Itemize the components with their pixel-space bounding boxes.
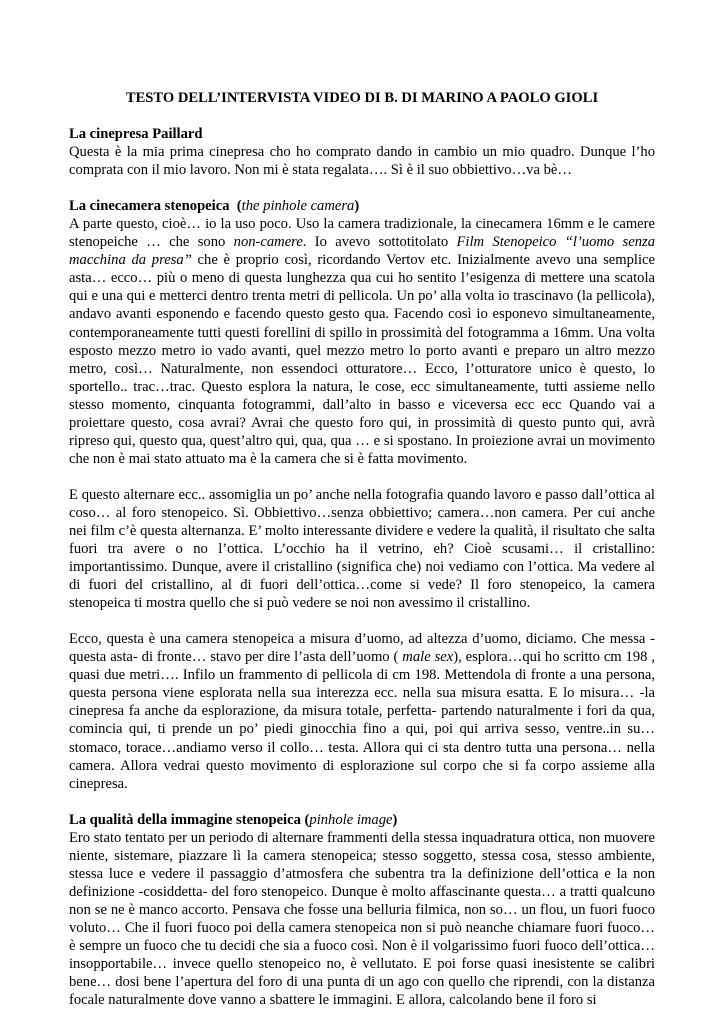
section-pinhole-camera: [69, 197, 655, 792]
text-run: che è proprio così, ricordando Vertov etc. Inizialmente avevo una semplice asta… ecco… più o meno di questa lunghezza qua cui ho sentito l’esigenza di mettere una scatola qui e una qui e metterci dentro trenta metri di pellicola. Un po’ alla volta io trascinavo (la pellicola), andavo avanti esponendo e facendo questo gesto qua. Facendo così io esponevo simultaneamente, contemporaneamente tutti questi forellini di spillo in prossimità del fotogramma a 16mm. Una volta esposto mezzo metro io vado avanti, quel mezzo metro lo porto avanti e preparo un altro mezzo metro, così… Naturalmente, non essendoci otturatore… Ecco, l’otturatore unico è questo, lo sportello.. trac…trac. Questo esplora la natura, le cose, ecc simultaneamente, tutti assieme nello stesso momento, cinquanta fotogrammi, dall’alto in basso e viceversa ecc ecc Quando vai a proiettare questo, cosa avrai? Avrai che questo foro qui, in prossimità di questo punto qui, avrà ripreso qui, questo qua, quest’altro qui, qua, qua … e si spostano. In proiezione avrai un movimento che non è mai stato attuato ma è la camera che si è fatta movimento.: [69, 252, 655, 467]
paragraph-gap: [69, 468, 655, 486]
section-heading-paillard: La cinepresa Paillard: [69, 126, 203, 143]
section-pinhole-image: [69, 811, 655, 1010]
heading-text: La cinecamera stenopeica: [69, 198, 230, 215]
text-run: A parte questo, cioè… io la uso poco. Uso la camera tradizionale, la cinecamera 16mm e le camere stenopeiche … che sono: [69, 216, 655, 251]
paragraph-pinhole-1: [69, 215, 655, 468]
italic-run: male sex: [402, 649, 454, 666]
document-title: TESTO DELL’INTERVISTA VIDEO DI B. DI MARINO A PAOLO GIOLI: [125, 90, 599, 106]
heading-subtitle: pinhole image: [309, 811, 393, 828]
text-run: Ecco, questa è una camera stenopeica a misura d’uomo, ad altezza d’uomo, diciamo. Che messa - questa asta- di fronte… stavo per dire l’asta dell’uomo (: [69, 631, 655, 666]
paragraph-pinhole-2: E questo alternare ecc.. assomiglia un po’ anche nella fotografia quando lavoro e passo dall’ottica al coso… al foro stenopeico. Sì. Obbiettivo…senza obbiettivo; camera…non camera. Per cui anche nei film c’è questa alternanza. E’ molto interessante dividere e vedere la qualità, il risultato che salta fuori tra avere o no l’ottica. L’occhio ha il vetrino, eh? Cioè scusami… il cristallino: importantissimo. Dunque, avere il cristallino (significa che) noi vediamo con l’ottica. Ma vedere al di fuori del cristallino, al di fuori dell’ottica…come si vede? Il foro stenopeico, la camera stenopeica ti mostra quello che si può vedere se noi non avessimo il cristallino.: [69, 486, 655, 612]
section-heading-pinhole-image: [69, 811, 655, 829]
text-run: . Io avevo sottotitolato: [302, 234, 457, 251]
italic-run: Film Stenopeico: [456, 234, 557, 251]
section-heading-pinhole-camera: [69, 197, 655, 215]
section-paillard: [69, 125, 655, 179]
heading-text: La qualità della immagine stenopeica: [69, 811, 301, 828]
paragraph-pinhole-3: [69, 630, 655, 792]
paragraph-paillard: Questa è la mia prima cinepresa cho ho comprato dando in cambio un mio quadro. Dunque l’ho comprata con il mio lavoro. Non mi è stata regalata…. Sì è il suo obbiettivo…va bè…: [69, 144, 655, 179]
heading-subtitle: the pinhole camera: [241, 198, 355, 215]
italic-run: “l’uomo senza macchina da presa”: [69, 234, 655, 269]
heading-paren-close: ): [392, 811, 398, 828]
document-page: [69, 89, 655, 1027]
text-run: ), esplora…qui ho scritto cm 198 , quasi due metri…. Infilo un frammento di pellicola di cm 198. Mettendola di fronte a una persona, questa persona viene esplorata nella sua interezza ecc. nella sua misura esatta. E lo misura… -la cinepresa fa anche da esplorazione, da misura totale, perfetta- partendo naturalmente i fori da qua, comincia qui, ti prende un po’ piedi ginocchia fino a qui, poi qui arriva sesso, ventre..in su… stomaco, torace…andiamo verso il collo… testa. Allora qui ci sta dentro tutta una persona… nella camera. Allora vedrai questo movimento di esplorazione sul corpo che si fa corpo assieme alla cinepresa.: [69, 649, 656, 792]
heading-paren-open: (: [236, 198, 242, 215]
heading-paren-close: ): [354, 198, 360, 215]
paragraph-gap: [69, 612, 655, 630]
paragraph-pinhole-image: Ero stato tentato per un periodo di alternare frammenti della stessa inquadratura ottica, non muovere niente, sistemare, piazzare lì la camera stenopeica; stesso soggetto, stessa cosa, stesso ambiente, stessa luce e vedere il passaggio d’atmosfera che subentra tra la definizione dell’ottica e la non definizione -cosiddetta- del foro stenopeico. Dunque è molto affascinante questa… a tratti qualcuno non se ne è manco accorto. Pensava che fosse una belluria filmica, non so… un flou, un fuori fuoco voluto… Che il fuori fuoco poi della camera stenopeica non si può neanche chiamare fuori fuoco… è sempre un fuoco che tu decidi che sia a fuoco così. Non è il volgarissimo fuori fuoco dell’ottica…insopportabile… invece quello stenopeico no, è vellutato. E poi forse quasi inesistente se calibri bene… dosi bene l’apertura del foro di una punta di un ago con quello che riprendi, con la distanza focale naturalmente dove vanno a sbattere le immagini. E allora, calcolando bene il foro si: [69, 829, 655, 1009]
italic-run: non-camere: [233, 234, 303, 251]
heading-paren-open: (: [300, 811, 310, 828]
